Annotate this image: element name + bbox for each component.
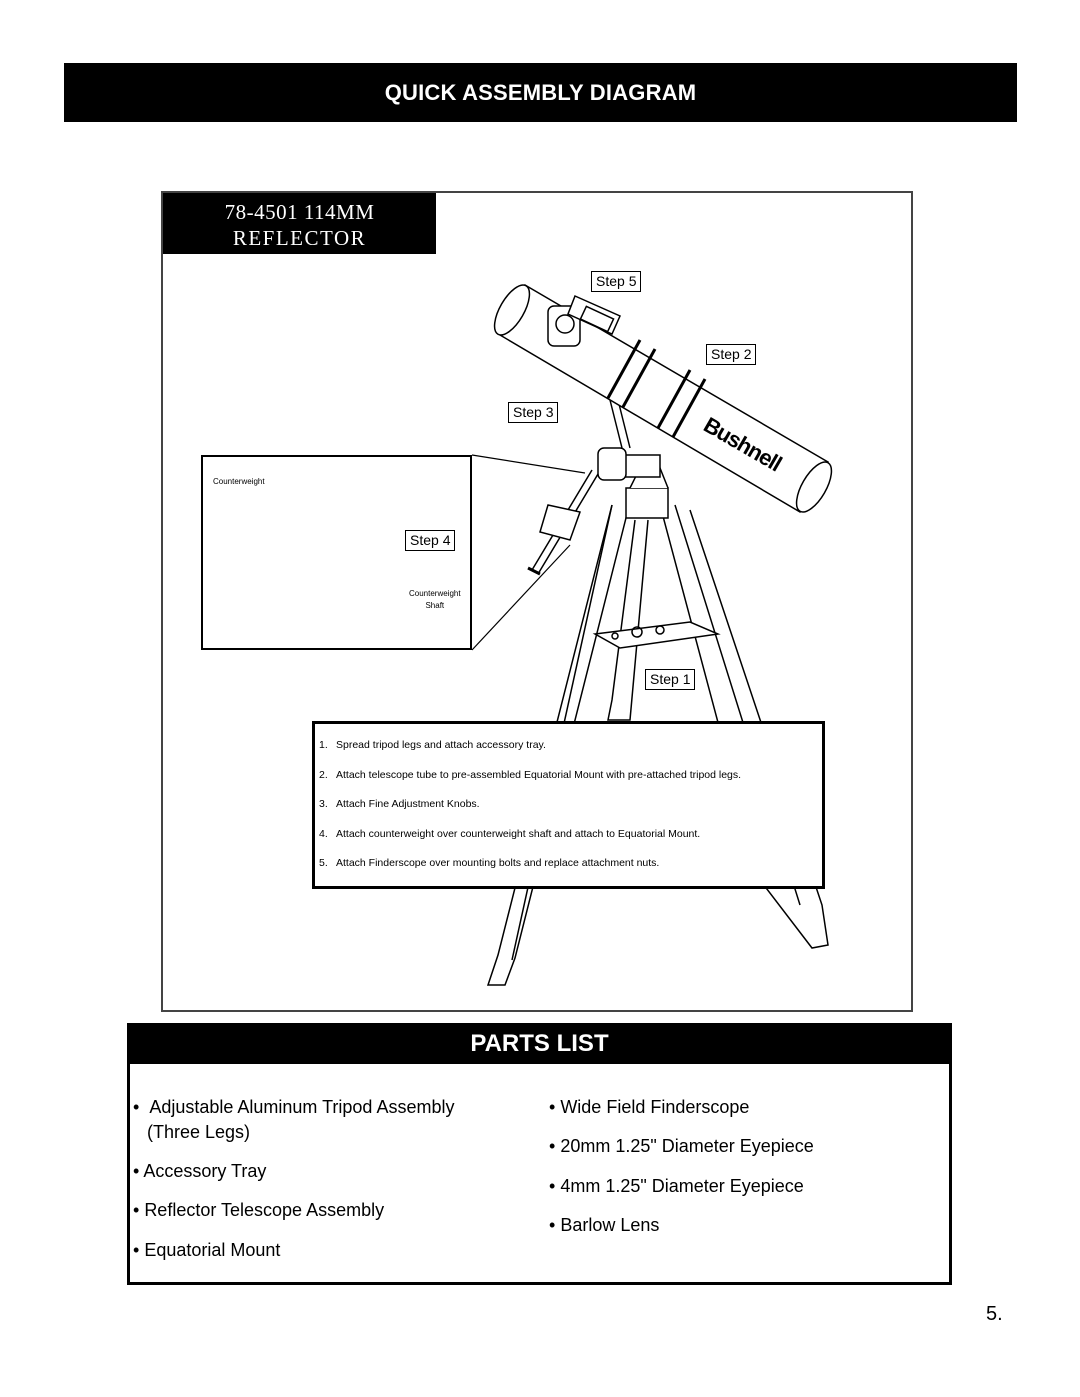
part-item: • Equatorial Mount bbox=[133, 1240, 281, 1260]
bushnell-logo: Bushnell bbox=[699, 412, 786, 477]
step-5-label: Step 5 bbox=[591, 271, 641, 292]
instruction-item bbox=[315, 739, 822, 769]
instruction-number: 1. bbox=[319, 739, 328, 751]
instruction-item bbox=[315, 769, 822, 799]
parts-list-header bbox=[127, 1023, 952, 1064]
part-label: Equatorial Mount bbox=[144, 1240, 281, 1260]
part-item-continuation: (Three Legs) bbox=[147, 1122, 251, 1142]
part-item: • Adjustable Aluminum Tripod Assembly bbox=[133, 1097, 455, 1117]
page-number: 5. bbox=[986, 1303, 1003, 1325]
model-number: 78-4501 114MM bbox=[224, 200, 375, 224]
part-label: 4mm 1.25" Diameter Eyepiece bbox=[560, 1176, 804, 1196]
instruction-item bbox=[315, 798, 822, 828]
step-4-label: Step 4 bbox=[405, 530, 455, 551]
part-label: 20mm 1.25" Diameter Eyepiece bbox=[560, 1136, 814, 1156]
part-item: • Accessory Tray bbox=[133, 1161, 267, 1181]
part-item: • 4mm 1.25" Diameter Eyepiece bbox=[549, 1176, 804, 1196]
step-1-label: Step 1 bbox=[645, 669, 695, 690]
part-label: Barlow Lens bbox=[560, 1215, 660, 1235]
instruction-item bbox=[315, 857, 822, 887]
banner-title: QUICK ASSEMBLY DIAGRAM bbox=[384, 79, 697, 105]
counterweight-label: Counterweight bbox=[213, 477, 265, 486]
part-item: • Barlow Lens bbox=[549, 1215, 660, 1235]
part-item: • Wide Field Finderscope bbox=[549, 1097, 750, 1117]
part-item: • Reflector Telescope Assembly bbox=[133, 1200, 385, 1220]
part-label: Adjustable Aluminum Tripod Assembly bbox=[149, 1097, 455, 1117]
instruction-item bbox=[315, 828, 822, 858]
part-label: Reflector Telescope Assembly bbox=[144, 1200, 385, 1220]
assembly-instructions bbox=[312, 721, 825, 889]
parts-list-title: PARTS LIST bbox=[470, 1029, 609, 1057]
model-tab bbox=[163, 193, 436, 254]
instruction-text: Attach Fine Adjustment Knobs. bbox=[336, 798, 480, 810]
instruction-number: 2. bbox=[319, 768, 328, 781]
instruction-text: Attach telescope tube to pre-assembled Equatorial Mount with pre-attached tripod legs. bbox=[336, 768, 742, 781]
instruction-text: Spread tripod legs and attach accessory tray. bbox=[336, 739, 546, 751]
step-2-label: Step 2 bbox=[706, 344, 756, 365]
model-type: REFLECTOR bbox=[232, 226, 367, 250]
counterweight-shaft-label bbox=[409, 588, 461, 612]
instruction-number: 5. bbox=[319, 857, 328, 869]
shaft-label-line1: Counterweight bbox=[409, 589, 461, 598]
shaft-label-line2: Shaft bbox=[425, 601, 445, 610]
part-label: Wide Field Finderscope bbox=[560, 1097, 750, 1117]
part-item: • 20mm 1.25" Diameter Eyepiece bbox=[549, 1136, 814, 1156]
step-3-label: Step 3 bbox=[508, 402, 558, 423]
instruction-text: Attach Finderscope over mounting bolts and replace attachment nuts. bbox=[336, 857, 660, 869]
instruction-number: 3. bbox=[319, 798, 328, 810]
counterweight-inset bbox=[201, 455, 472, 650]
instruction-text: Attach counterweight over counterweight shaft and attach to Equatorial Mount. bbox=[336, 827, 701, 840]
part-label: Accessory Tray bbox=[143, 1161, 267, 1181]
instruction-number: 4. bbox=[319, 827, 328, 840]
